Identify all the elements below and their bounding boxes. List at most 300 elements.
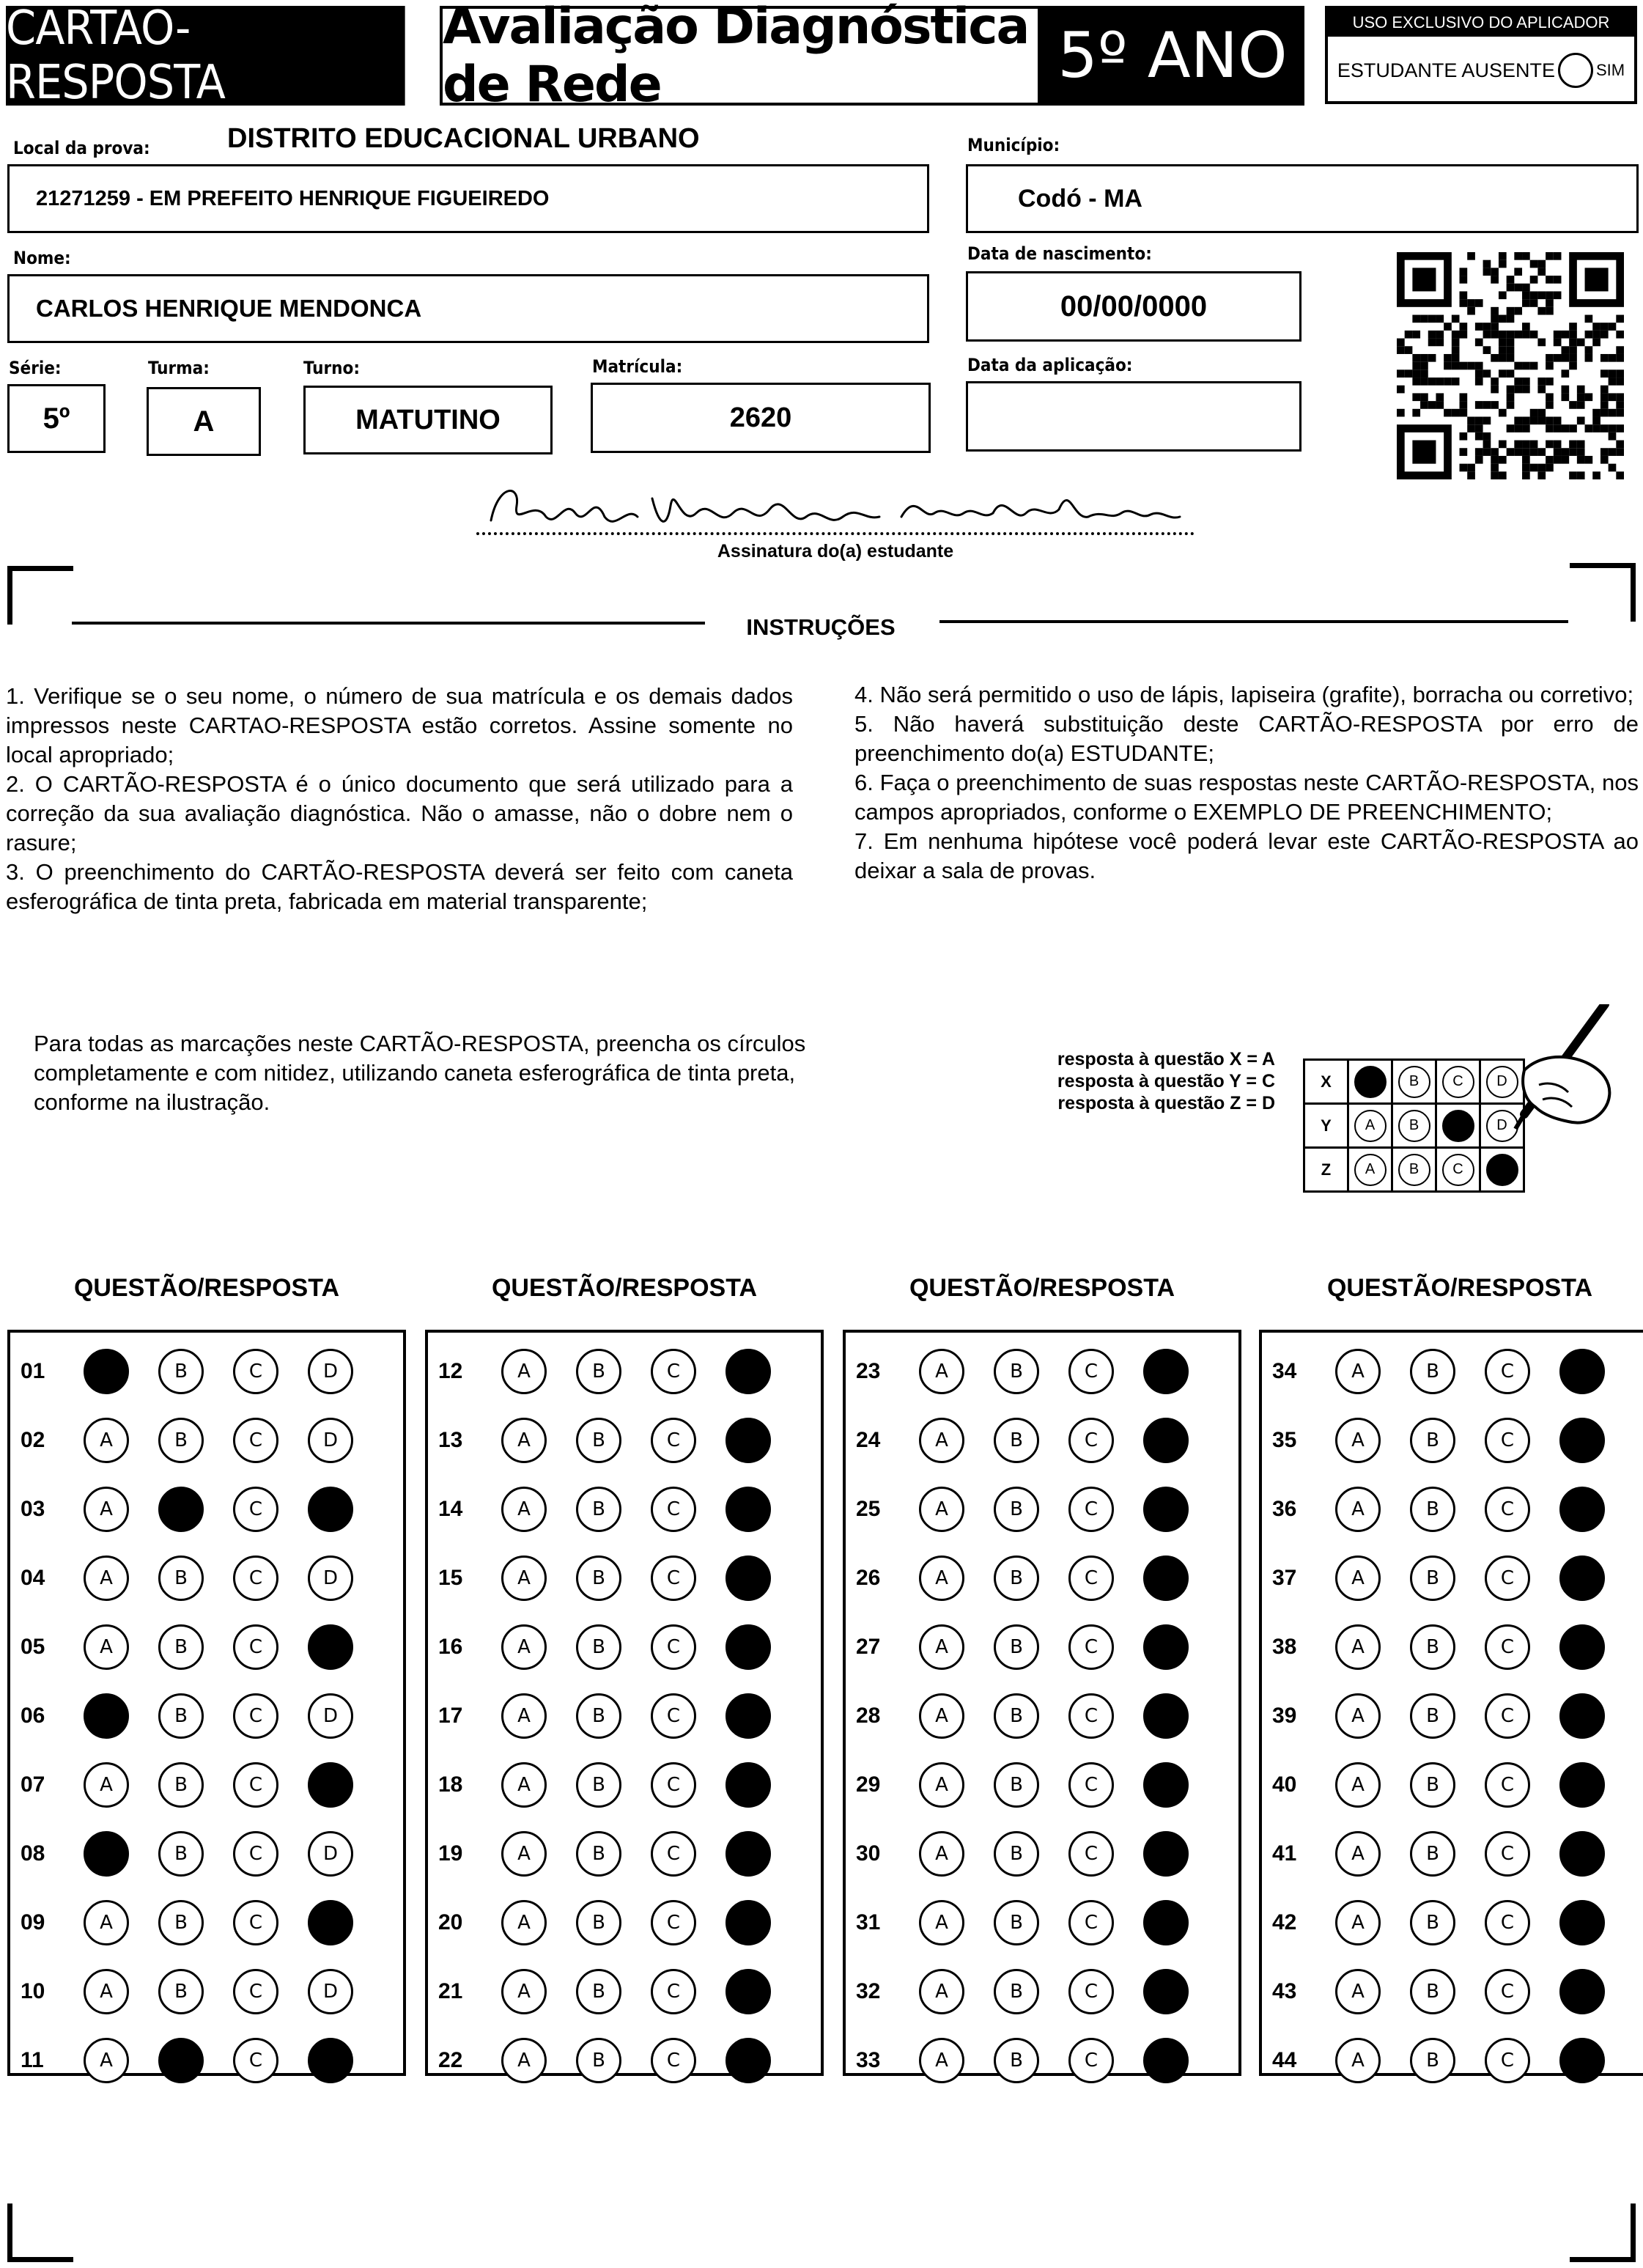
answer-bubble-c[interactable]: C bbox=[233, 1831, 278, 1877]
answer-bubble-a[interactable]: A bbox=[501, 1900, 547, 1945]
answer-bubble-a[interactable]: A bbox=[501, 1418, 547, 1463]
answer-bubble-a[interactable]: A bbox=[1335, 1900, 1381, 1945]
answer-bubble-d[interactable]: D bbox=[725, 2038, 771, 2083]
answer-bubble-b[interactable]: B bbox=[158, 1693, 204, 1739]
answer-bubble-c[interactable]: C bbox=[1068, 1624, 1114, 1670]
answer-bubbles bbox=[84, 1624, 353, 1670]
pen-hand-icon bbox=[1480, 1004, 1627, 1151]
answer-bubble-a[interactable]: A bbox=[501, 1693, 547, 1739]
answer-bubble-c[interactable]: C bbox=[1485, 1555, 1530, 1601]
answer-bubble-c[interactable]: C bbox=[1485, 1624, 1530, 1670]
answer-row bbox=[846, 1418, 1238, 1463]
example-bubble-d: D bbox=[1486, 1066, 1518, 1098]
answer-bubble-a[interactable]: A bbox=[84, 1624, 129, 1670]
answer-bubble-d[interactable]: D bbox=[725, 1349, 771, 1394]
answer-row bbox=[846, 1762, 1238, 1808]
answer-bubbles bbox=[919, 1555, 1189, 1601]
example-cell bbox=[1348, 1148, 1392, 1192]
answer-bubbles bbox=[1335, 1969, 1605, 2014]
nascimento-label: Data de nascimento: bbox=[967, 243, 1152, 264]
answer-bubble-c[interactable]: C bbox=[651, 1555, 696, 1601]
answer-row bbox=[10, 1349, 403, 1394]
signature-caption: Assinatura do(a) estudante bbox=[717, 541, 954, 562]
answer-bubble-a[interactable]: A bbox=[1335, 2038, 1381, 2083]
answer-bubble-c[interactable]: C bbox=[1068, 1831, 1114, 1877]
answer-bubble-c[interactable]: C bbox=[1485, 1349, 1530, 1394]
answer-bubble-b[interactable]: B bbox=[158, 1418, 204, 1463]
question-number: 08 bbox=[21, 1841, 45, 1866]
answer-bubbles bbox=[84, 1418, 353, 1463]
answers-header-3: QUESTÃO/RESPOSTA bbox=[909, 1274, 1175, 1302]
answer-bubble-a[interactable]: A bbox=[501, 2038, 547, 2083]
answer-bubble-a[interactable]: A bbox=[1335, 1349, 1381, 1394]
nome-field bbox=[7, 274, 929, 343]
answer-bubble-d[interactable]: D bbox=[308, 1831, 353, 1877]
answer-bubble-c[interactable]: C bbox=[651, 1418, 696, 1463]
answer-bubble-b[interactable]: B bbox=[1410, 1487, 1455, 1532]
turno-label: Turno: bbox=[303, 358, 360, 378]
answer-bubble-a[interactable]: A bbox=[84, 1831, 129, 1877]
answer-bubble-a[interactable]: A bbox=[919, 1349, 964, 1394]
answer-row bbox=[1262, 1900, 1643, 1945]
answer-bubble-b[interactable]: B bbox=[994, 1831, 1039, 1877]
example-bubble-a: A bbox=[1354, 1066, 1387, 1098]
answer-bubble-c[interactable]: C bbox=[1485, 1831, 1530, 1877]
question-number: 31 bbox=[856, 1910, 881, 1934]
example-bubble-c: C bbox=[1442, 1110, 1474, 1142]
answer-bubble-b[interactable]: B bbox=[1410, 1555, 1455, 1601]
answer-bubble-a[interactable]: A bbox=[919, 1831, 964, 1877]
question-number: 23 bbox=[856, 1359, 881, 1383]
answer-bubble-c[interactable]: C bbox=[651, 1762, 696, 1808]
answer-bubble-a[interactable]: A bbox=[1335, 1624, 1381, 1670]
matricula-label: Matrícula: bbox=[592, 356, 683, 377]
answer-bubble-a[interactable]: A bbox=[501, 1487, 547, 1532]
answer-bubble-d[interactable]: D bbox=[308, 1900, 353, 1945]
question-number: 33 bbox=[856, 2048, 881, 2072]
answer-bubbles bbox=[1335, 1693, 1605, 1739]
example-legend-y: resposta à questão Y = C bbox=[1057, 1071, 1275, 1091]
answer-bubble-d[interactable]: D bbox=[1143, 2038, 1189, 2083]
question-number: 19 bbox=[438, 1841, 463, 1866]
answer-bubble-d[interactable]: D bbox=[1143, 1969, 1189, 2014]
answer-bubbles bbox=[919, 1624, 1189, 1670]
answer-row bbox=[846, 1900, 1238, 1945]
answer-bubbles bbox=[919, 1969, 1189, 2014]
answer-bubble-a[interactable]: A bbox=[1335, 1831, 1381, 1877]
answer-bubble-c[interactable]: C bbox=[1068, 1349, 1114, 1394]
answer-row bbox=[428, 1487, 821, 1532]
answer-row bbox=[10, 1487, 403, 1532]
answer-bubble-a[interactable]: A bbox=[84, 1349, 129, 1394]
answer-row bbox=[428, 1418, 821, 1463]
applicator-only-label: USO EXCLUSIVO DO APLICADOR bbox=[1328, 9, 1634, 37]
answer-bubble-b[interactable]: B bbox=[158, 1624, 204, 1670]
question-number: 02 bbox=[21, 1428, 45, 1452]
answer-row bbox=[1262, 1693, 1643, 1739]
answer-row bbox=[10, 1831, 403, 1877]
turno-value: MATUTINO bbox=[355, 404, 501, 435]
instructions-rule-right bbox=[939, 620, 1568, 623]
serie-field bbox=[7, 384, 106, 453]
answer-row bbox=[428, 1349, 821, 1394]
answer-bubble-d[interactable]: D bbox=[1143, 1487, 1189, 1532]
answer-bubble-a[interactable]: A bbox=[84, 2038, 129, 2083]
answer-bubble-c[interactable]: C bbox=[1485, 2038, 1530, 2083]
answer-bubbles bbox=[1335, 1762, 1605, 1808]
question-number: 22 bbox=[438, 2048, 463, 2072]
answer-bubble-a[interactable]: A bbox=[919, 1555, 964, 1601]
answers-header-1: QUESTÃO/RESPOSTA bbox=[73, 1274, 340, 1302]
answer-bubble-c[interactable]: C bbox=[1068, 2038, 1114, 2083]
answer-bubble-a[interactable]: A bbox=[1335, 1487, 1381, 1532]
nascimento-field bbox=[966, 271, 1302, 342]
answer-bubble-c[interactable]: C bbox=[1485, 1487, 1530, 1532]
answer-bubble-d[interactable]: D bbox=[308, 1762, 353, 1808]
answer-bubble-c[interactable]: C bbox=[233, 1487, 278, 1532]
answer-bubble-a[interactable]: A bbox=[501, 1831, 547, 1877]
answer-bubble-c[interactable]: C bbox=[651, 1693, 696, 1739]
answer-bubble-d[interactable]: D bbox=[1143, 1900, 1189, 1945]
answer-bubbles bbox=[1335, 1349, 1605, 1394]
question-number: 20 bbox=[438, 1910, 463, 1934]
answer-bubble-c[interactable]: C bbox=[1485, 1762, 1530, 1808]
answer-bubble-b[interactable]: B bbox=[994, 1900, 1039, 1945]
answer-bubble-d[interactable]: D bbox=[1559, 1555, 1605, 1601]
answer-row bbox=[846, 1555, 1238, 1601]
question-number: 38 bbox=[1272, 1635, 1297, 1659]
answer-row bbox=[428, 2038, 821, 2083]
question-number: 30 bbox=[856, 1841, 881, 1866]
question-number: 10 bbox=[21, 1979, 45, 2003]
answer-bubble-b[interactable]: B bbox=[158, 1487, 204, 1532]
card-title: CARTÃO-RESPOSTA bbox=[6, 6, 405, 106]
qr-code bbox=[1397, 252, 1624, 479]
answer-bubble-d[interactable]: D bbox=[1559, 1418, 1605, 1463]
answer-bubble-b[interactable]: B bbox=[1410, 1831, 1455, 1877]
answer-bubble-a[interactable]: A bbox=[84, 1487, 129, 1532]
local-label: Local da prova: bbox=[13, 138, 150, 158]
answer-bubble-b[interactable]: B bbox=[158, 1555, 204, 1601]
answer-bubble-a[interactable]: A bbox=[501, 1555, 547, 1601]
answer-bubbles bbox=[501, 1969, 771, 2014]
answer-bubble-d[interactable]: D bbox=[725, 1555, 771, 1601]
answer-bubble-d[interactable]: D bbox=[1559, 2038, 1605, 2083]
answer-bubbles bbox=[919, 1762, 1189, 1808]
example-cell bbox=[1436, 1060, 1480, 1104]
answer-bubble-a[interactable]: A bbox=[919, 2038, 964, 2083]
answer-bubble-b[interactable]: B bbox=[158, 1969, 204, 2014]
example-bubble-c: C bbox=[1442, 1154, 1474, 1186]
answer-bubble-b[interactable]: B bbox=[994, 1624, 1039, 1670]
answer-panel-3 bbox=[843, 1330, 1241, 2076]
answer-bubble-d[interactable]: D bbox=[308, 1624, 353, 1670]
answer-bubble-d[interactable]: D bbox=[1143, 1831, 1189, 1877]
answer-bubbles bbox=[501, 1555, 771, 1601]
answer-bubble-b[interactable]: B bbox=[576, 1418, 621, 1463]
answer-bubble-a[interactable]: A bbox=[84, 1969, 129, 2014]
answer-bubble-c[interactable]: C bbox=[1068, 1762, 1114, 1808]
answer-bubble-b[interactable]: B bbox=[1410, 1969, 1455, 2014]
example-cell bbox=[1392, 1104, 1436, 1148]
answer-bubble-b[interactable]: B bbox=[158, 1762, 204, 1808]
applicator-box bbox=[1325, 6, 1637, 104]
answer-bubbles bbox=[501, 1624, 771, 1670]
answer-row bbox=[1262, 1969, 1643, 2014]
answer-bubble-c[interactable]: C bbox=[1485, 1900, 1530, 1945]
answer-bubble-b[interactable]: B bbox=[1410, 1762, 1455, 1808]
answer-bubble-c[interactable]: C bbox=[1068, 1900, 1114, 1945]
question-number: 42 bbox=[1272, 1910, 1297, 1934]
answer-bubble-d[interactable]: D bbox=[308, 1555, 353, 1601]
answer-bubble-d[interactable]: D bbox=[1559, 1969, 1605, 2014]
answer-bubble-d[interactable]: D bbox=[308, 1418, 353, 1463]
answer-bubble-c[interactable]: C bbox=[233, 1624, 278, 1670]
answers-header-4: QUESTÃO/RESPOSTA bbox=[1326, 1274, 1593, 1302]
answer-bubble-b[interactable]: B bbox=[158, 1900, 204, 1945]
absent-bubble[interactable] bbox=[1558, 53, 1593, 88]
answer-bubble-d[interactable]: D bbox=[725, 1831, 771, 1877]
answer-bubble-b[interactable]: B bbox=[994, 2038, 1039, 2083]
answer-bubbles bbox=[919, 1831, 1189, 1877]
answer-bubble-b[interactable]: B bbox=[158, 1831, 204, 1877]
question-number: 36 bbox=[1272, 1497, 1297, 1521]
answer-bubble-b[interactable]: B bbox=[576, 1762, 621, 1808]
question-number: 37 bbox=[1272, 1566, 1297, 1590]
answer-bubble-b[interactable]: B bbox=[576, 1487, 621, 1532]
instructions-left: 1. Verifique se o seu nome, o número de sua matrícula e os demais dados impressos neste CARTAO-RESPOSTA estão corretos. Assine somente no local apropriado; 2. O CARTÃO-RESPOSTA é o único documento que será utilizado para a correção da sua avaliação diagnóstica. Não o amasse, não o dobre nem o rasure; 3. O preenchimento do CARTÃO-RESPOSTA deverá ser feito com caneta esferográfica de tinta preta, fabricada em material transparente; bbox=[6, 683, 793, 914]
grade-label: 5º ANO bbox=[1041, 6, 1304, 106]
answer-bubble-d[interactable]: D bbox=[1559, 1762, 1605, 1808]
answer-bubble-c[interactable]: C bbox=[1068, 1969, 1114, 2014]
answer-bubble-a[interactable]: A bbox=[1335, 1969, 1381, 2014]
answer-bubble-a[interactable]: A bbox=[84, 1900, 129, 1945]
nome-value: CARLOS HENRIQUE MENDONCA bbox=[36, 295, 422, 322]
answer-bubble-a[interactable]: A bbox=[919, 1487, 964, 1532]
question-number: 07 bbox=[21, 1772, 45, 1797]
answer-bubble-d[interactable]: D bbox=[1559, 1349, 1605, 1394]
answer-bubble-c[interactable]: C bbox=[651, 1349, 696, 1394]
answer-bubble-a[interactable]: A bbox=[501, 1624, 547, 1670]
municipio-label: Município: bbox=[967, 135, 1060, 155]
answer-bubble-a[interactable]: A bbox=[84, 1418, 129, 1463]
answer-bubble-b[interactable]: B bbox=[994, 1418, 1039, 1463]
answer-bubble-b[interactable]: B bbox=[1410, 1418, 1455, 1463]
municipio-value: Codó - MA bbox=[1018, 184, 1142, 213]
answer-bubble-c[interactable]: C bbox=[651, 2038, 696, 2083]
nascimento-value: 00/00/0000 bbox=[1060, 290, 1208, 323]
question-number: 09 bbox=[21, 1910, 45, 1934]
answer-bubble-a[interactable]: A bbox=[919, 1762, 964, 1808]
answer-bubble-c[interactable]: C bbox=[651, 1624, 696, 1670]
answer-bubble-b[interactable]: B bbox=[576, 1693, 621, 1739]
answer-bubble-d[interactable]: D bbox=[1559, 1831, 1605, 1877]
question-number: 43 bbox=[1272, 1979, 1297, 2003]
answer-bubble-a[interactable]: A bbox=[919, 1969, 964, 2014]
answer-bubble-c[interactable]: C bbox=[651, 1831, 696, 1877]
question-number: 17 bbox=[438, 1704, 463, 1728]
answer-bubble-d[interactable]: D bbox=[1559, 1900, 1605, 1945]
question-number: 26 bbox=[856, 1566, 881, 1590]
answer-bubble-c[interactable]: C bbox=[233, 1762, 278, 1808]
example-cell bbox=[1392, 1148, 1436, 1192]
answer-bubble-a[interactable]: A bbox=[1335, 1693, 1381, 1739]
question-number: 11 bbox=[21, 2048, 44, 2072]
answer-bubble-a[interactable]: A bbox=[919, 1900, 964, 1945]
answer-bubble-d[interactable]: D bbox=[308, 2038, 353, 2083]
answer-bubble-d[interactable]: D bbox=[1143, 1693, 1189, 1739]
answer-row bbox=[1262, 1418, 1643, 1463]
answer-bubble-c[interactable]: C bbox=[651, 1900, 696, 1945]
answer-bubble-b[interactable]: B bbox=[994, 1693, 1039, 1739]
answer-bubbles bbox=[84, 1555, 353, 1601]
answer-bubble-a[interactable]: A bbox=[84, 1762, 129, 1808]
answer-bubble-c[interactable]: C bbox=[1485, 1418, 1530, 1463]
answer-bubble-c[interactable]: C bbox=[1068, 1693, 1114, 1739]
answer-row bbox=[428, 1831, 821, 1877]
answer-bubble-c[interactable]: C bbox=[233, 2038, 278, 2083]
answer-bubble-d[interactable]: D bbox=[1559, 1693, 1605, 1739]
answer-bubble-c[interactable]: C bbox=[233, 1349, 278, 1394]
answer-bubbles bbox=[84, 2038, 353, 2083]
answer-bubble-a[interactable]: A bbox=[84, 1555, 129, 1601]
answer-bubble-a[interactable]: A bbox=[84, 1693, 129, 1739]
answer-bubbles bbox=[501, 1762, 771, 1808]
answer-bubble-a[interactable]: A bbox=[501, 1349, 547, 1394]
qr-code-graphic bbox=[1397, 252, 1624, 479]
example-cell bbox=[1436, 1104, 1480, 1148]
answer-row bbox=[846, 1349, 1238, 1394]
answer-bubble-b[interactable]: B bbox=[576, 2038, 621, 2083]
question-number: 12 bbox=[438, 1359, 463, 1383]
answer-bubble-b[interactable]: B bbox=[1410, 2038, 1455, 2083]
answer-bubble-c[interactable]: C bbox=[651, 1969, 696, 2014]
example-row bbox=[1304, 1148, 1524, 1192]
answer-bubble-d[interactable]: D bbox=[725, 1969, 771, 2014]
answer-bubble-a[interactable]: A bbox=[1335, 1418, 1381, 1463]
example-bubble-d: D bbox=[1486, 1154, 1518, 1186]
answer-bubble-d[interactable]: D bbox=[1143, 1762, 1189, 1808]
answer-bubble-a[interactable]: A bbox=[919, 1418, 964, 1463]
absent-row bbox=[1328, 53, 1634, 88]
example-cell bbox=[1392, 1060, 1436, 1104]
answer-bubble-c[interactable]: C bbox=[1068, 1555, 1114, 1601]
answer-row bbox=[1262, 1762, 1643, 1808]
answer-bubble-b[interactable]: B bbox=[576, 1349, 621, 1394]
answer-bubbles bbox=[919, 1693, 1189, 1739]
answer-bubble-b[interactable]: B bbox=[994, 1555, 1039, 1601]
answer-row bbox=[1262, 1349, 1643, 1394]
question-number: 14 bbox=[438, 1497, 463, 1521]
answer-row bbox=[10, 1900, 403, 1945]
answer-row bbox=[428, 1900, 821, 1945]
question-number: 15 bbox=[438, 1566, 463, 1590]
answer-panel-1 bbox=[7, 1330, 406, 2076]
answer-bubble-d[interactable]: D bbox=[725, 1762, 771, 1808]
answer-bubble-b[interactable]: B bbox=[1410, 1693, 1455, 1739]
answer-bubble-b[interactable]: B bbox=[576, 1969, 621, 2014]
answer-bubble-b[interactable]: B bbox=[576, 1831, 621, 1877]
answer-bubble-d[interactable]: D bbox=[1143, 1555, 1189, 1601]
answer-bubble-b[interactable]: B bbox=[158, 1349, 204, 1394]
answer-bubble-b[interactable]: B bbox=[158, 2038, 204, 2083]
answer-bubble-c[interactable]: C bbox=[1068, 1418, 1114, 1463]
question-number: 34 bbox=[1272, 1359, 1297, 1383]
answer-bubble-c[interactable]: C bbox=[233, 1693, 278, 1739]
answer-bubble-b[interactable]: B bbox=[576, 1624, 621, 1670]
answer-bubble-c[interactable]: C bbox=[1068, 1487, 1114, 1532]
answer-bubble-c[interactable]: C bbox=[233, 1555, 278, 1601]
answer-bubble-d[interactable]: D bbox=[1143, 1349, 1189, 1394]
question-number: 44 bbox=[1272, 2048, 1297, 2072]
answer-bubble-d[interactable]: D bbox=[1143, 1418, 1189, 1463]
answer-bubble-d[interactable]: D bbox=[1559, 1487, 1605, 1532]
answer-row bbox=[428, 1555, 821, 1601]
answer-row bbox=[846, 1487, 1238, 1532]
answer-bubble-d[interactable]: D bbox=[725, 1487, 771, 1532]
answer-bubble-a[interactable]: A bbox=[501, 1762, 547, 1808]
answer-bubble-d[interactable]: D bbox=[725, 1693, 771, 1739]
matricula-value: 2620 bbox=[729, 402, 792, 433]
answer-bubble-b[interactable]: B bbox=[994, 1487, 1039, 1532]
answer-bubble-d[interactable]: D bbox=[308, 1487, 353, 1532]
answer-bubble-a[interactable]: A bbox=[1335, 1555, 1381, 1601]
question-number: 25 bbox=[856, 1497, 881, 1521]
answer-bubble-d[interactable]: D bbox=[725, 1418, 771, 1463]
example-question-label: Z bbox=[1304, 1148, 1348, 1192]
answer-bubble-c[interactable]: C bbox=[233, 1418, 278, 1463]
answer-bubble-d[interactable]: D bbox=[1143, 1624, 1189, 1670]
answer-bubble-b[interactable]: B bbox=[1410, 1624, 1455, 1670]
answer-bubble-d[interactable]: D bbox=[1559, 1624, 1605, 1670]
answer-bubble-d[interactable]: D bbox=[725, 1624, 771, 1670]
aplicacao-label: Data da aplicação: bbox=[967, 355, 1133, 375]
answer-bubble-b[interactable]: B bbox=[1410, 1349, 1455, 1394]
answer-bubble-c[interactable]: C bbox=[1485, 1693, 1530, 1739]
answer-bubble-b[interactable]: B bbox=[576, 1555, 621, 1601]
answer-bubble-b[interactable]: B bbox=[576, 1900, 621, 1945]
answer-bubble-d[interactable]: D bbox=[308, 1693, 353, 1739]
answer-bubble-b[interactable]: B bbox=[994, 1969, 1039, 2014]
answer-bubble-a[interactable]: A bbox=[919, 1624, 964, 1670]
answer-bubble-a[interactable]: A bbox=[1335, 1762, 1381, 1808]
question-number: 16 bbox=[438, 1635, 463, 1659]
matricula-field bbox=[591, 383, 931, 453]
answer-bubble-b[interactable]: B bbox=[1410, 1900, 1455, 1945]
example-bubble-b: B bbox=[1398, 1110, 1430, 1142]
answer-bubbles bbox=[919, 1487, 1189, 1532]
answer-bubble-b[interactable]: B bbox=[994, 1349, 1039, 1394]
answer-bubble-d[interactable]: D bbox=[308, 1969, 353, 2014]
answer-bubble-d[interactable]: D bbox=[308, 1349, 353, 1394]
question-number: 04 bbox=[21, 1566, 45, 1590]
answer-bubble-d[interactable]: D bbox=[725, 1900, 771, 1945]
answer-row bbox=[428, 1969, 821, 2014]
answer-bubble-a[interactable]: A bbox=[919, 1693, 964, 1739]
answer-bubble-c[interactable]: C bbox=[1485, 1969, 1530, 2014]
turma-label: Turma: bbox=[148, 358, 210, 378]
answer-bubble-a[interactable]: A bbox=[501, 1969, 547, 2014]
answer-bubble-b[interactable]: B bbox=[994, 1762, 1039, 1808]
answer-bubbles bbox=[1335, 1831, 1605, 1877]
municipio-field bbox=[966, 164, 1639, 233]
answer-bubble-c[interactable]: C bbox=[233, 1969, 278, 2014]
instructions-rule-left bbox=[72, 622, 705, 625]
answer-bubbles bbox=[84, 1831, 353, 1877]
answer-bubble-c[interactable]: C bbox=[651, 1487, 696, 1532]
example-bubble-b: B bbox=[1398, 1066, 1430, 1098]
answer-bubble-c[interactable]: C bbox=[233, 1900, 278, 1945]
